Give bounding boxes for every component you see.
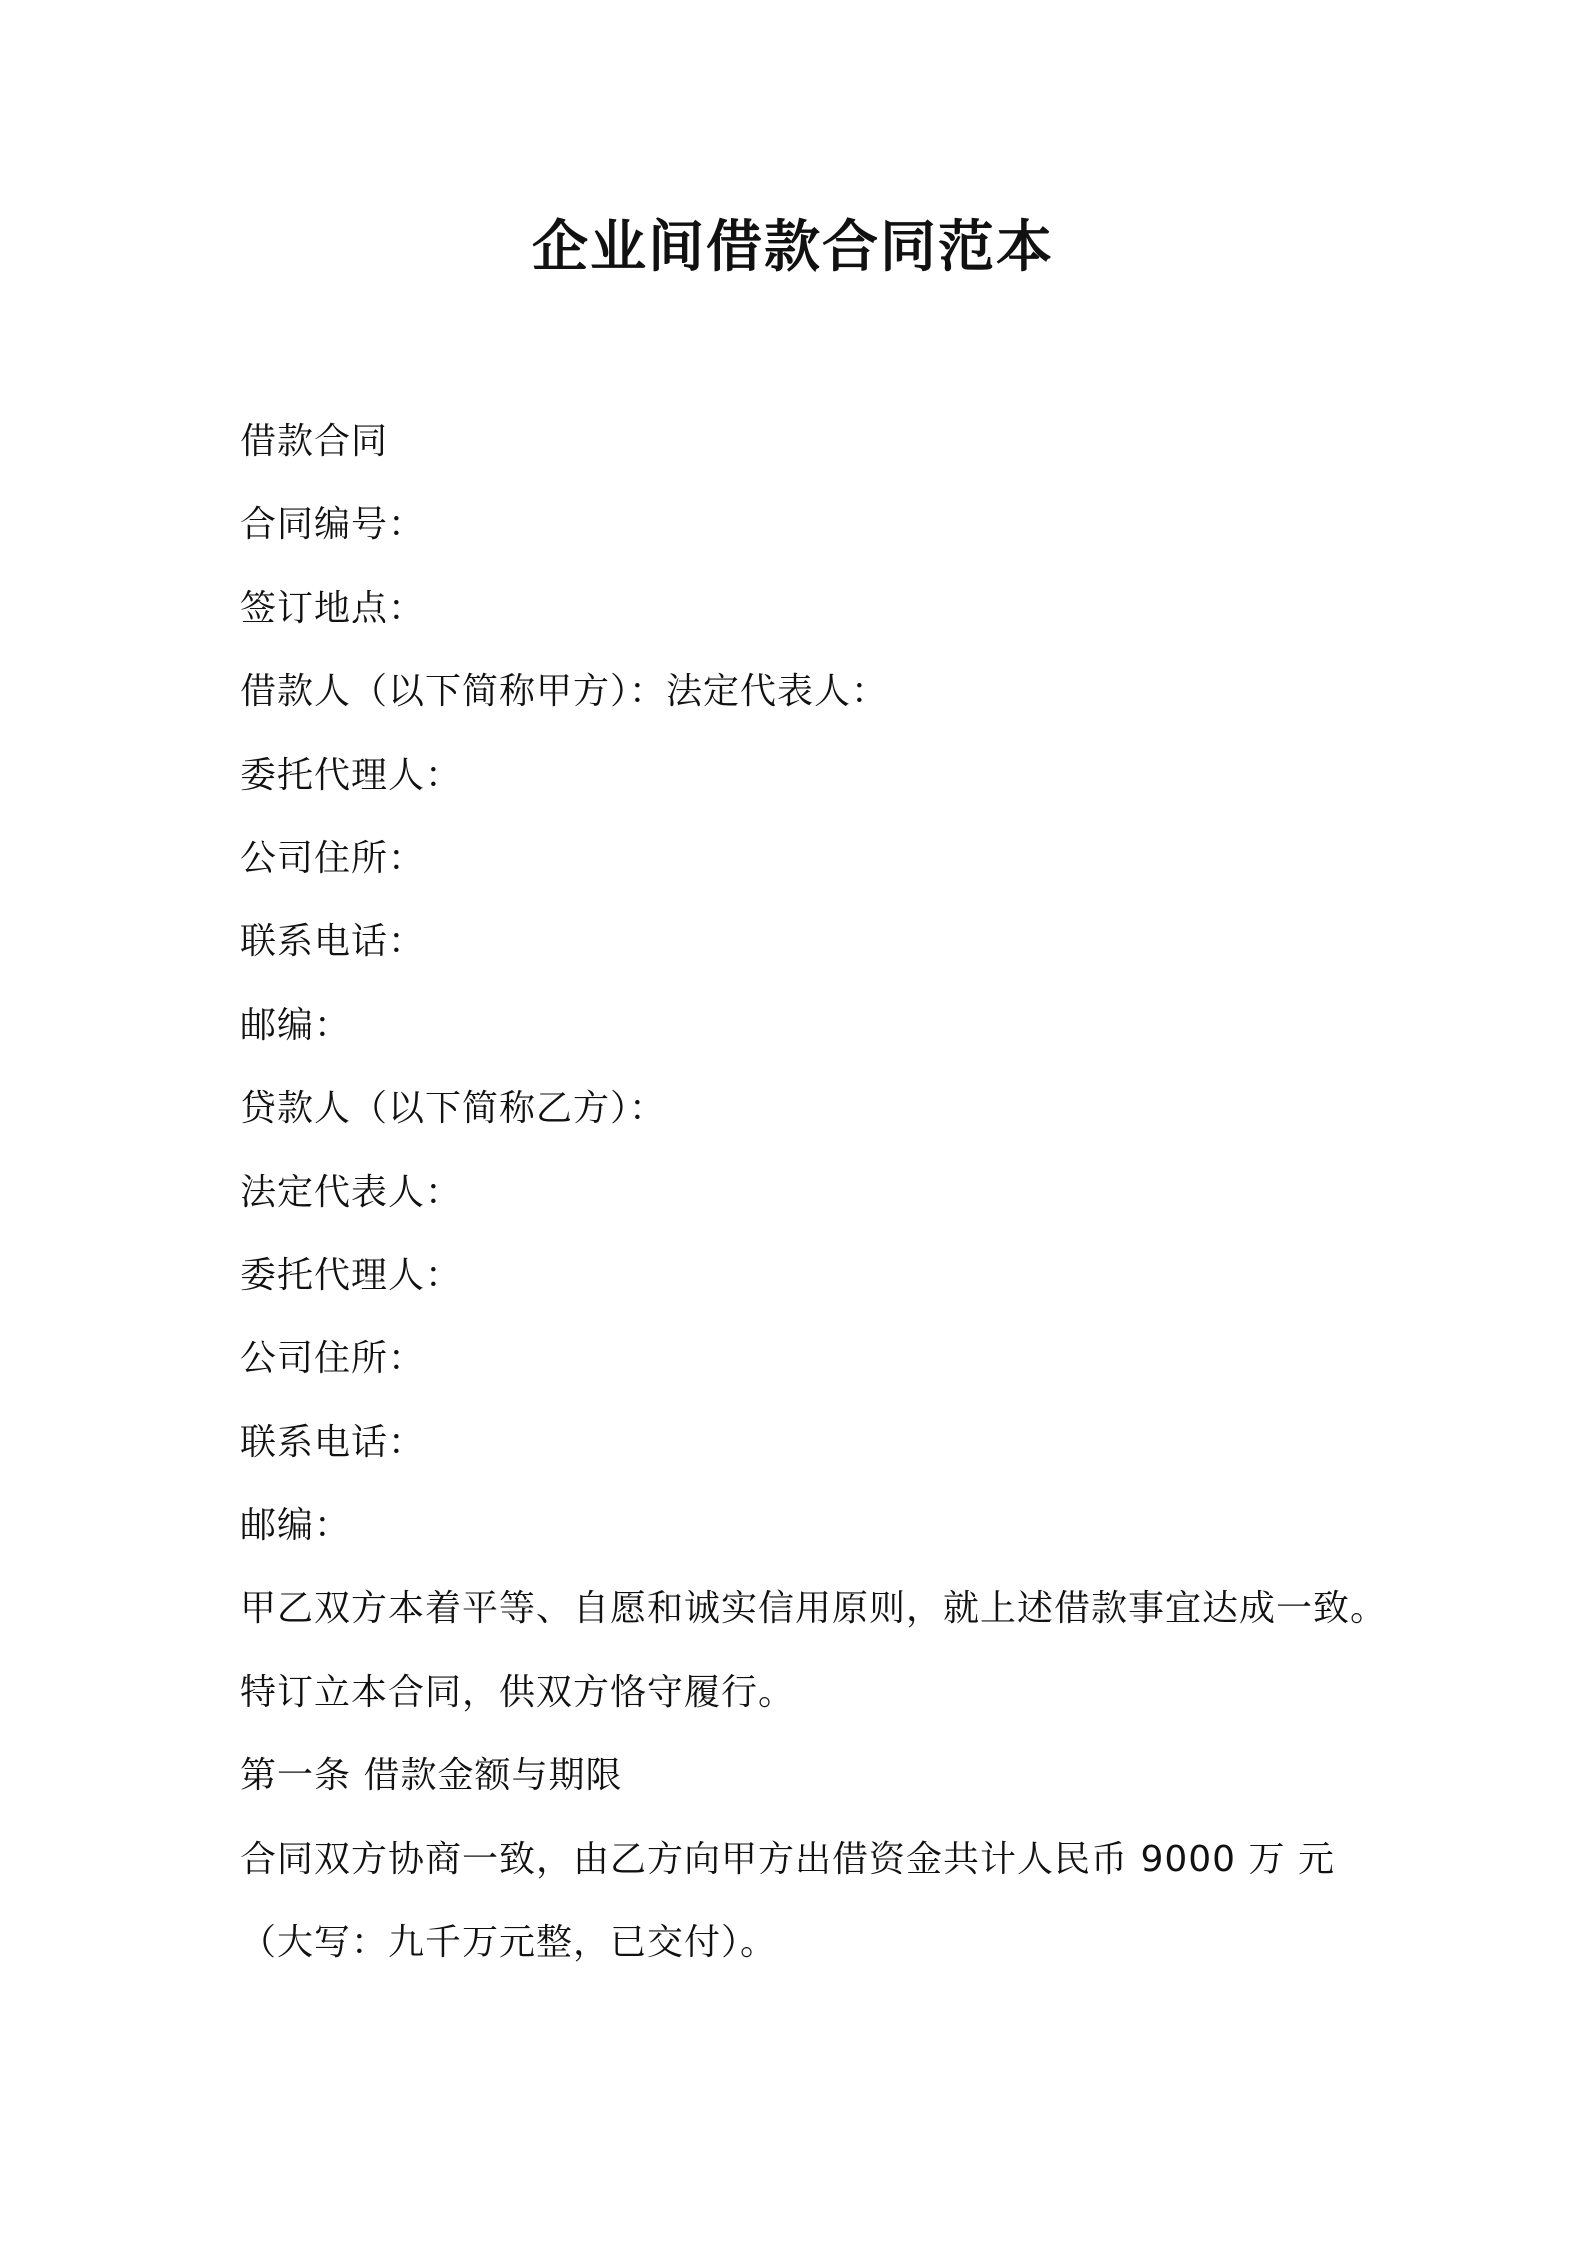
field-signing-place: 签订地点：	[240, 587, 426, 629]
field-party-b-legal-rep: 法定代表人：	[240, 1171, 463, 1213]
field-lender-party-b: 贷款人（以下简称乙方）：	[240, 1088, 667, 1130]
field-party-a-agent: 委托代理人：	[240, 754, 463, 796]
document-title: 企业间借款合同范本	[532, 215, 1054, 280]
preamble-line-1: 甲乙双方本着平等、自愿和诚实信用原则，就上述借款事宜达成一致。	[240, 1588, 1388, 1630]
field-party-a-postcode: 邮编：	[240, 1004, 352, 1046]
field-party-b-phone: 联系电话：	[240, 1421, 426, 1463]
field-contract-number: 合同编号：	[240, 504, 426, 546]
article-1-amount-line: 合同双方协商一致，由乙方向甲方出借资金共计人民币 9000 万 元	[240, 1838, 1335, 1880]
field-party-b-agent: 委托代理人：	[240, 1254, 463, 1296]
field-party-a-address: 公司住所：	[240, 837, 426, 879]
document-body	[240, 400, 1388, 1984]
article-1-heading: 第一条 借款金额与期限	[240, 1755, 623, 1797]
field-borrower-party-a: 借款人（以下简称甲方）：法定代表人：	[240, 671, 889, 713]
preamble-line-2: 特订立本合同，供双方恪守履行。	[240, 1671, 796, 1713]
field-party-a-phone: 联系电话：	[240, 921, 426, 963]
article-1-amount-words: （大写：九千万元整，已交付）。	[240, 1922, 778, 1964]
heading-loan-contract: 借款合同	[240, 421, 389, 462]
field-party-b-address: 公司住所：	[240, 1338, 426, 1380]
field-party-b-postcode: 邮编：	[240, 1505, 352, 1547]
